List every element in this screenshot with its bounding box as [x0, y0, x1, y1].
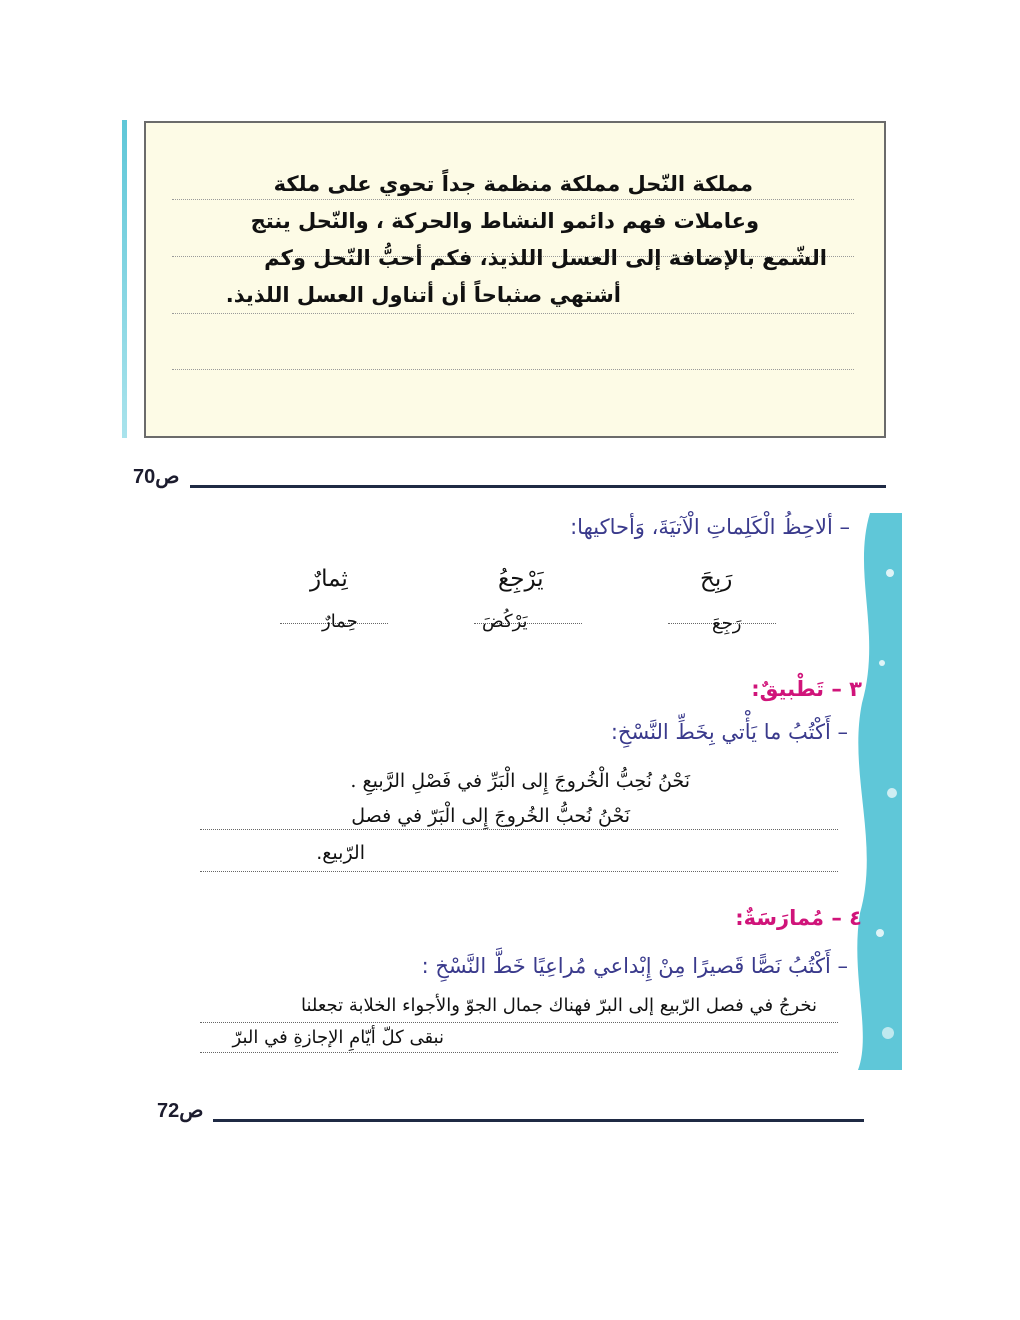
observe-heading: – ألاحِظُ الْكَلِماتِ الْآتيَةَ، وَأحاكيها:: [570, 515, 850, 539]
card-text-line: الشّمع بالإضافة إلى العسل اللذيذ، فكم أحبُّ النّحل وكم: [264, 246, 827, 270]
section-number: ٣ –: [831, 677, 862, 701]
apply-instruction: – أَكْتُبُ ما يَأْتي بِخَطِّ النَّسْخِ:: [610, 720, 848, 744]
section-title: مُمارَسَةٌ:: [735, 906, 825, 930]
writing-dotted-line: [200, 1052, 838, 1053]
card-side-strip: [122, 120, 127, 438]
section-title: تَطْبيقٌ:: [751, 677, 825, 701]
page-divider: [213, 1119, 864, 1122]
card-ruled-line: [172, 369, 854, 370]
example-word: ثِمارٌ: [310, 566, 348, 592]
practice-answer-line: نخرجُ في فصل الرّبيع إلى البرّ فهناك جمال الجوّ والأجواء الخلابة تجعلنا: [300, 995, 817, 1016]
answer-word: حِمارٌ: [322, 611, 358, 632]
page-number-70: ص70: [133, 466, 180, 488]
apply-answer-line: الرّبيع.: [316, 842, 365, 864]
writing-dotted-line: [200, 829, 838, 830]
answer-word: رَجِعَ: [712, 613, 742, 634]
page-number-72: ص72: [157, 1100, 204, 1122]
text-card: [144, 121, 886, 438]
practice-section-title: [735, 906, 862, 930]
decorative-wave-border: [852, 513, 902, 1070]
card-ruled-line: [172, 199, 854, 200]
apply-section-title: [751, 677, 862, 701]
practice-answer-line: نبقى كلّ أيّامِ الإجازةِ في البرّ: [232, 1027, 444, 1048]
card-text-line: وعاملات فهم دائمو النشاط والحركة ، والنّحل ينتج: [250, 209, 759, 233]
model-sentence: نَحْنُ نُحِبُّ الْخُروجَ إِلى الْبَرِّ في فَصْلِ الرَّبيعِ .: [350, 770, 690, 792]
page-divider: [190, 485, 886, 488]
answer-word: يَرْكُضَ: [482, 611, 528, 632]
example-word: يَرْجِعُ: [498, 566, 544, 592]
practice-instruction: – أَكْتُبُ نَصًّا قَصيرًا مِنْ إِبْداعي مُراعِيًا خَطَّ النَّسْخِ :: [421, 954, 848, 978]
writing-dotted-line: [200, 1022, 838, 1023]
apply-answer-line: نَحْنُ نُحبُّ الخُروجَ إِلى الْبَرّ في فصل: [351, 805, 630, 827]
card-text-line: مملكة النّحل مملكة منظمة جداً تحوي على ملكة: [273, 172, 753, 196]
writing-dotted-line: [200, 871, 838, 872]
example-word: رَبِحَ: [700, 566, 733, 592]
card-ruled-line: [172, 313, 854, 314]
section-number: ٤ –: [831, 906, 862, 930]
card-text-line: أشتهي صثباحاً أن أتناول العسل اللذيذ.: [225, 283, 621, 307]
